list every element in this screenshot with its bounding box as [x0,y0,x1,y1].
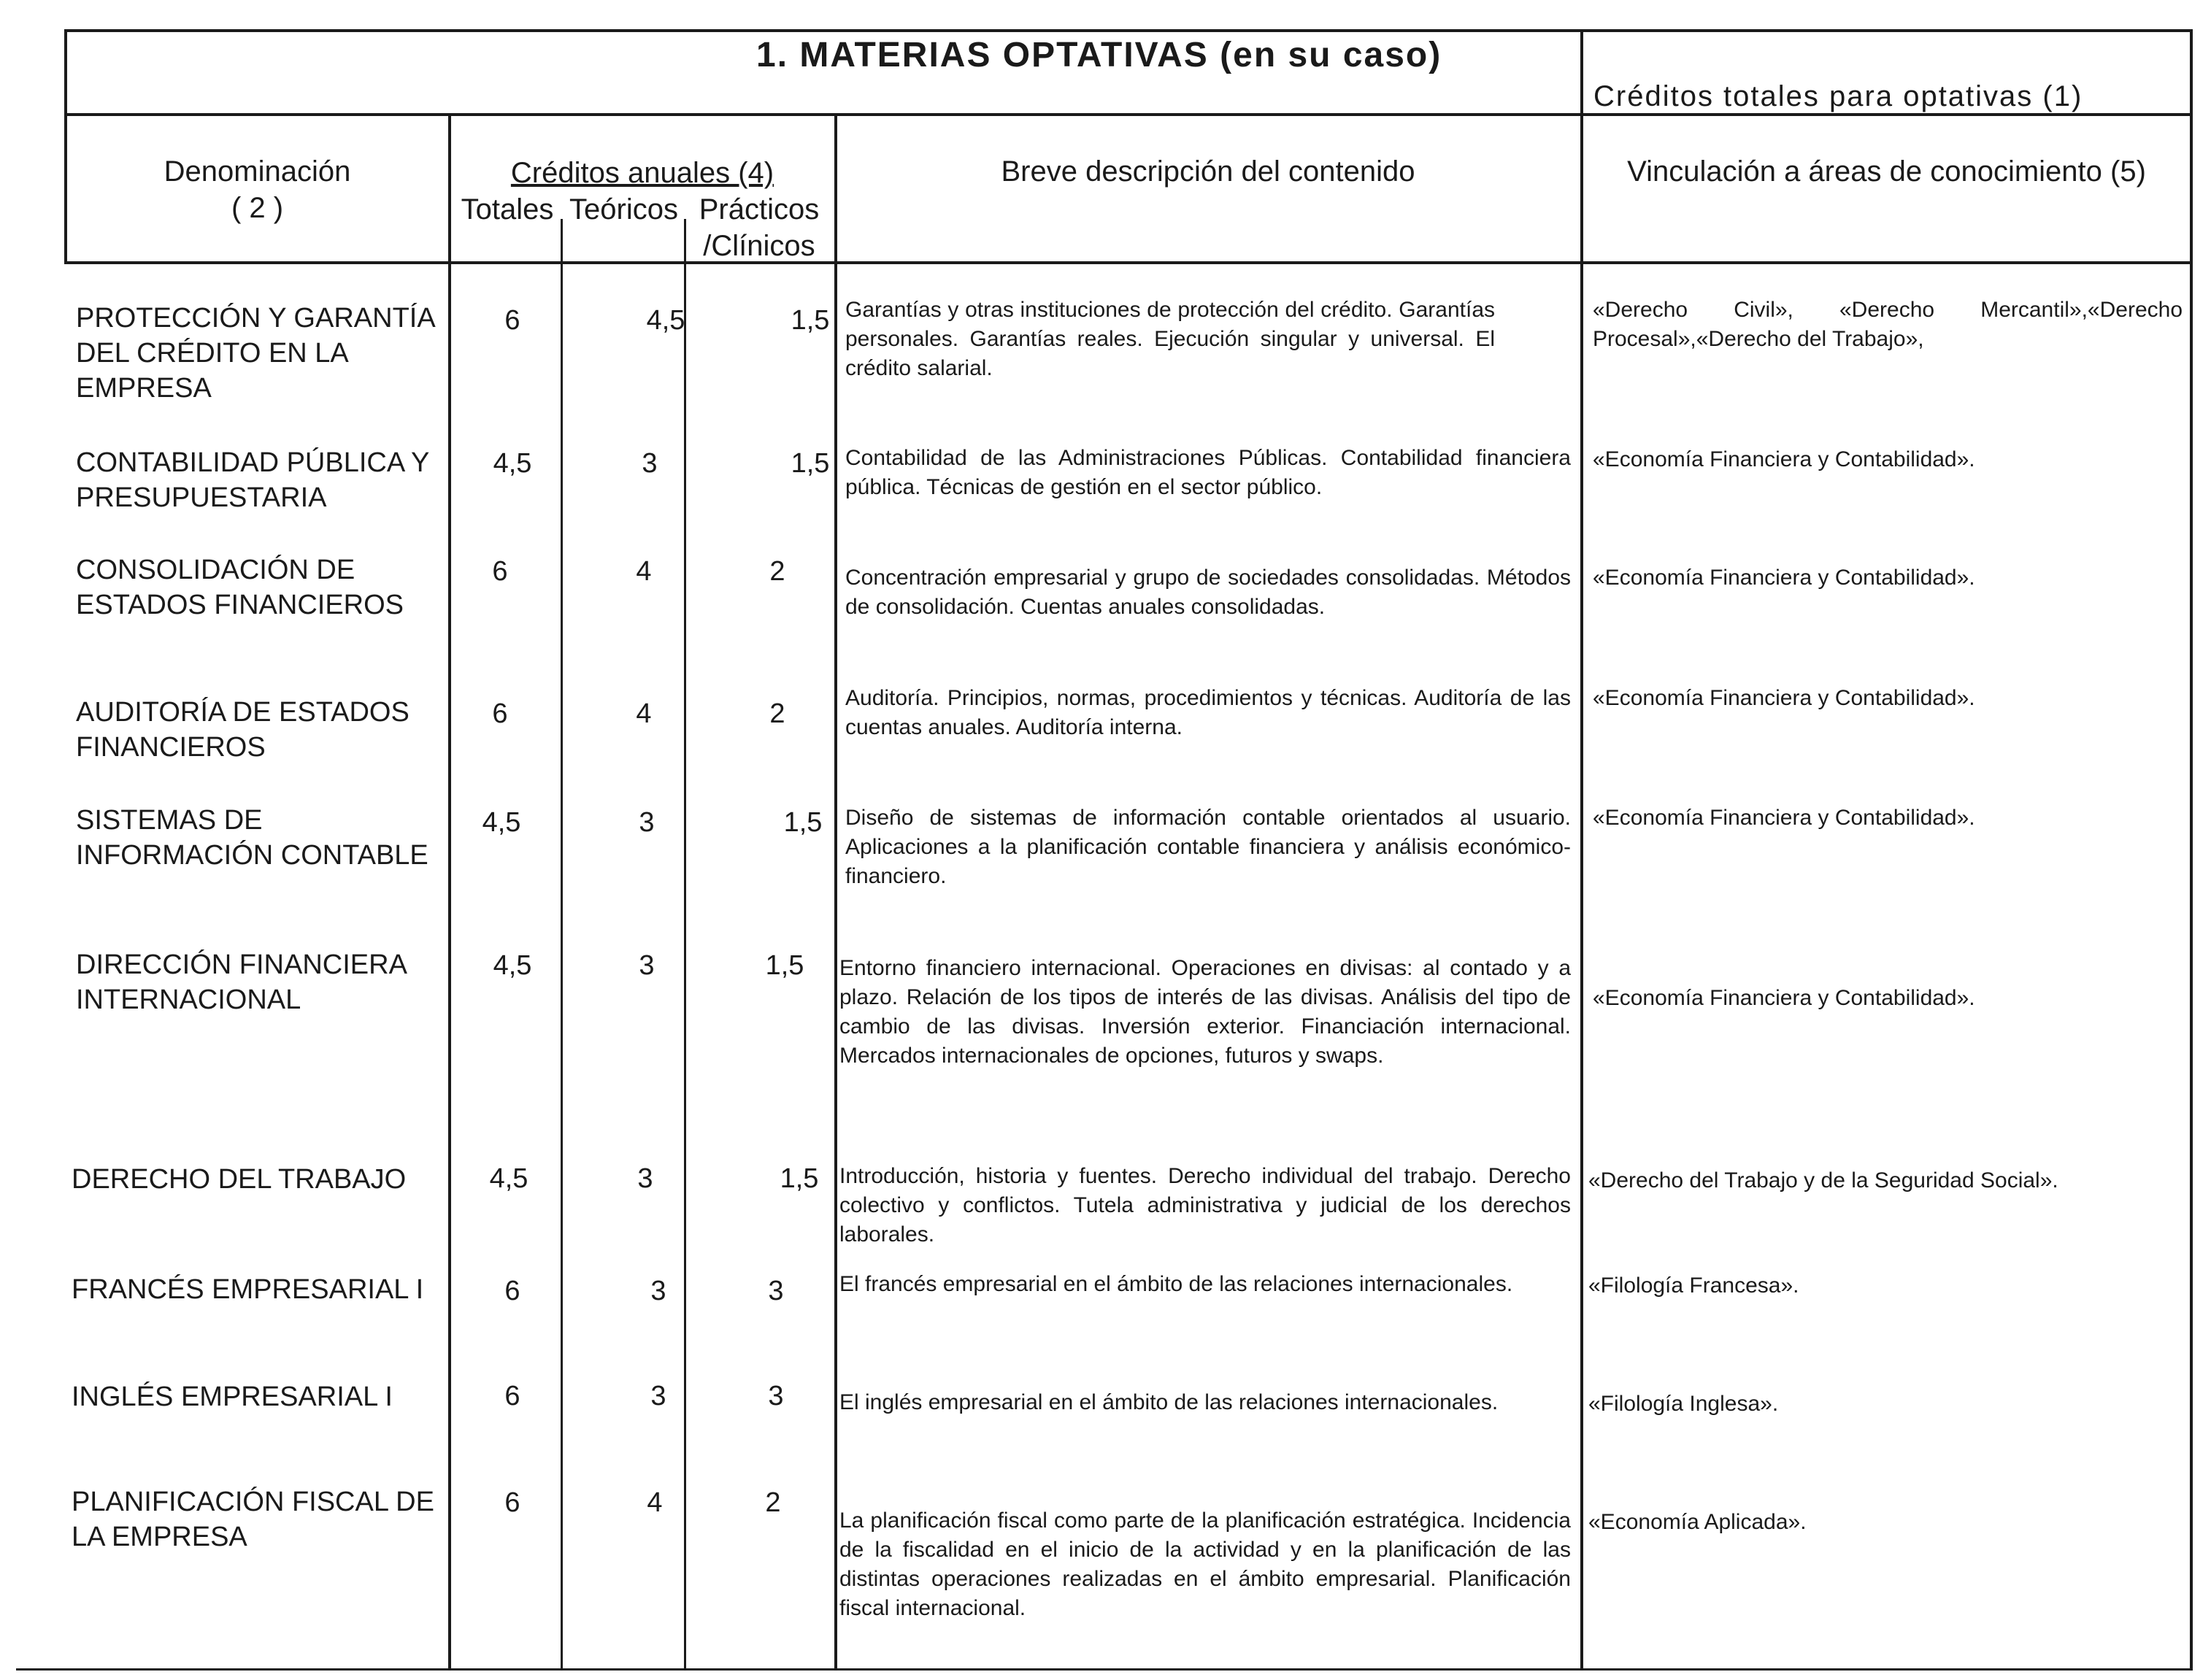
header-row-bottom-border [64,261,2193,264]
table-row-teoricos: 4 [636,698,652,729]
table-row-practicos: 1,5 [780,1163,819,1194]
table-row-totales: 4,5 [493,448,532,479]
table-row-areas: «Economía Aplicada». [1588,1510,1807,1534]
table-row-name: AUDITORÍA DE ESTADOS FINANCIEROS [76,697,409,763]
table-row-practicos: 1,5 [783,807,823,838]
table-row-teoricos: 4 [647,1487,663,1518]
page-title: 1. MATERIAS OPTATIVAS (en su caso) [756,36,1442,74]
table-top-border [64,29,2193,32]
header-teoricos: Teóricos [569,193,678,226]
table-row-totales: 6 [504,305,520,336]
table-bottom-border [16,1668,2193,1671]
table-row-name: CONTABILIDAD PÚBLICA Y PRESUPUESTARIA [76,447,429,513]
table-row-areas: «Derecho del Trabajo y de la Seguridad Social». [1588,1168,2058,1192]
title-row-bottom-border [64,113,2193,116]
table-row-teoricos: 4,5 [646,305,685,336]
table-row-practicos: 2 [765,1487,781,1518]
table-row-areas: «Filología Francesa». [1588,1274,1799,1298]
table-row-practicos: 1,5 [791,448,830,479]
column-divider-teoricos [684,219,686,1671]
table-row-areas: «Economía Financiera y Contabilidad». [1593,806,1975,830]
table-row-practicos: 3 [768,1276,784,1306]
table-row-descripcion: El inglés empresarial en el ámbito de las relaciones internacionales. [839,1390,1499,1414]
header-descripcion: Breve descripción del contenido [1001,155,1415,188]
table-left-border [64,29,67,264]
column-divider-totales [561,219,563,1671]
table-row-name: INGLÉS EMPRESARIAL I [72,1382,393,1412]
table-row-totales: 6 [504,1276,520,1306]
table-row-teoricos: 3 [650,1381,666,1411]
header-denominacion [73,153,442,226]
table-row-name: SISTEMAS DE INFORMACIÓN CONTABLE [76,805,428,871]
table-row-teoricos: 3 [637,1163,653,1194]
table-row-teoricos: 3 [639,950,655,981]
table-row-practicos: 2 [769,698,785,729]
table-row-totales: 6 [504,1487,520,1518]
header-denominacion-label: Denominación [164,155,351,188]
table-row-areas: «Economía Financiera y Contabilidad». [1593,986,1975,1010]
table-row-areas: «Economía Financiera y Contabilidad». [1593,686,1975,710]
table-row-descripcion: Introducción, historia y fuentes. Derecho individual del trabajo. Derecho colectivo y conflictos. Tutela administrativa y judicial de los derechos laborales. [839,1164,1571,1246]
table-row-practicos: 1,5 [791,305,830,336]
table-row-areas: «Economía Financiera y Contabilidad». [1593,566,1975,590]
table-row-descripcion: Concentración empresarial y grupo de sociedades consolidadas. Métodos de consolidación. Cuentas anuales consolidadas. [845,566,1571,619]
column-divider-areas [1580,29,1583,1671]
table-row-teoricos: 4 [636,556,652,587]
table-row-name: FRANCÉS EMPRESARIAL I [72,1274,424,1305]
table-row-descripcion: Garantías y otras instituciones de protección del crédito. Garantías personales. Garantías reales. Ejecución singular y universal. El crédito salarial. [845,298,1495,380]
header-clinicos-label: /Clínicos [703,230,815,262]
table-row-areas: «Filología Inglesa». [1588,1392,1779,1416]
header-vinculacion: Vinculación a áreas de conocimiento (5) [1627,155,2146,188]
creditos-totales-label: Créditos totales para optativas (1) [1593,80,2083,112]
table-row-descripcion: Auditoría. Principios, normas, procedimientos y técnicas. Auditoría de las cuentas anuales. Auditoría interna. [845,686,1571,739]
header-practicos [686,191,832,264]
table-row-totales: 6 [492,698,508,729]
table-row-teoricos: 3 [639,807,655,838]
table-row-teoricos: 3 [642,448,658,479]
table-row-teoricos: 3 [650,1276,666,1306]
table-row-practicos: 2 [769,556,785,587]
table-row-name: PROTECCIÓN Y GARANTÍA DEL CRÉDITO EN LA EMPRESA [76,303,434,404]
table-row-descripcion: Diseño de sistemas de información contable orientados al usuario. Aplicaciones a la planificación contable financiera y análisis económico-financiero. [845,806,1571,888]
table-row-practicos: 1,5 [765,950,804,981]
table-row-name: DERECHO DEL TRABAJO [72,1164,407,1195]
column-divider-descripcion [834,115,837,1671]
table-row-areas: «Economía Financiera y Contabilidad». [1593,447,1975,471]
table-row-descripcion: Entorno financiero internacional. Operaciones en divisas: al contado y a plazo. Relación de los tipos de interés de las divisas. Análisis del tipo de cambio de las divisas. Inversión exterior. Financiación internacional. Mercados internacionales de opciones, futuros y swaps. [839,956,1571,1068]
table-row-descripcion: La planificación fiscal como parte de la planificación estratégica. Incidencia de la fiscalidad en el inicio de la actividad y en la planificación de las distintas operaciones realizadas en el ámbito empresarial. Planificación fiscal internacional. [839,1508,1571,1620]
table-row-name: PLANIFICACIÓN FISCAL DE LA EMPRESA [72,1487,434,1552]
table-row-practicos: 3 [768,1381,784,1411]
table-row-totales: 6 [504,1381,520,1411]
header-denominacion-note: ( 2 ) [231,192,284,224]
table-row-name: CONSOLIDACIÓN DE ESTADOS FINANCIEROS [76,555,404,620]
header-practicos-label: Prácticos [699,193,820,226]
table-row-descripcion: El francés empresarial en el ámbito de las relaciones internacionales. [839,1272,1513,1296]
column-divider-name [448,115,451,1671]
table-row-areas: «Derecho Civil», «Derecho Mercantil»,«Derecho Procesal»,«Derecho del Trabajo», [1593,298,2183,351]
table-right-border [2190,29,2193,1671]
table-row-totales: 4,5 [493,950,532,981]
header-creditos-anuales: Créditos anuales (4) [510,157,774,189]
header-totales: Totales [461,193,554,226]
table-row-totales: 4,5 [482,807,521,838]
table-row-totales: 4,5 [489,1163,528,1194]
table-row-descripcion: Contabilidad de las Administraciones Públicas. Contabilidad financiera pública. Técnicas de gestión en el sector público. [845,446,1571,499]
table-row-name: DIRECCIÓN FINANCIERA INTERNACIONAL [76,949,406,1015]
table-row-totales: 6 [492,556,508,587]
